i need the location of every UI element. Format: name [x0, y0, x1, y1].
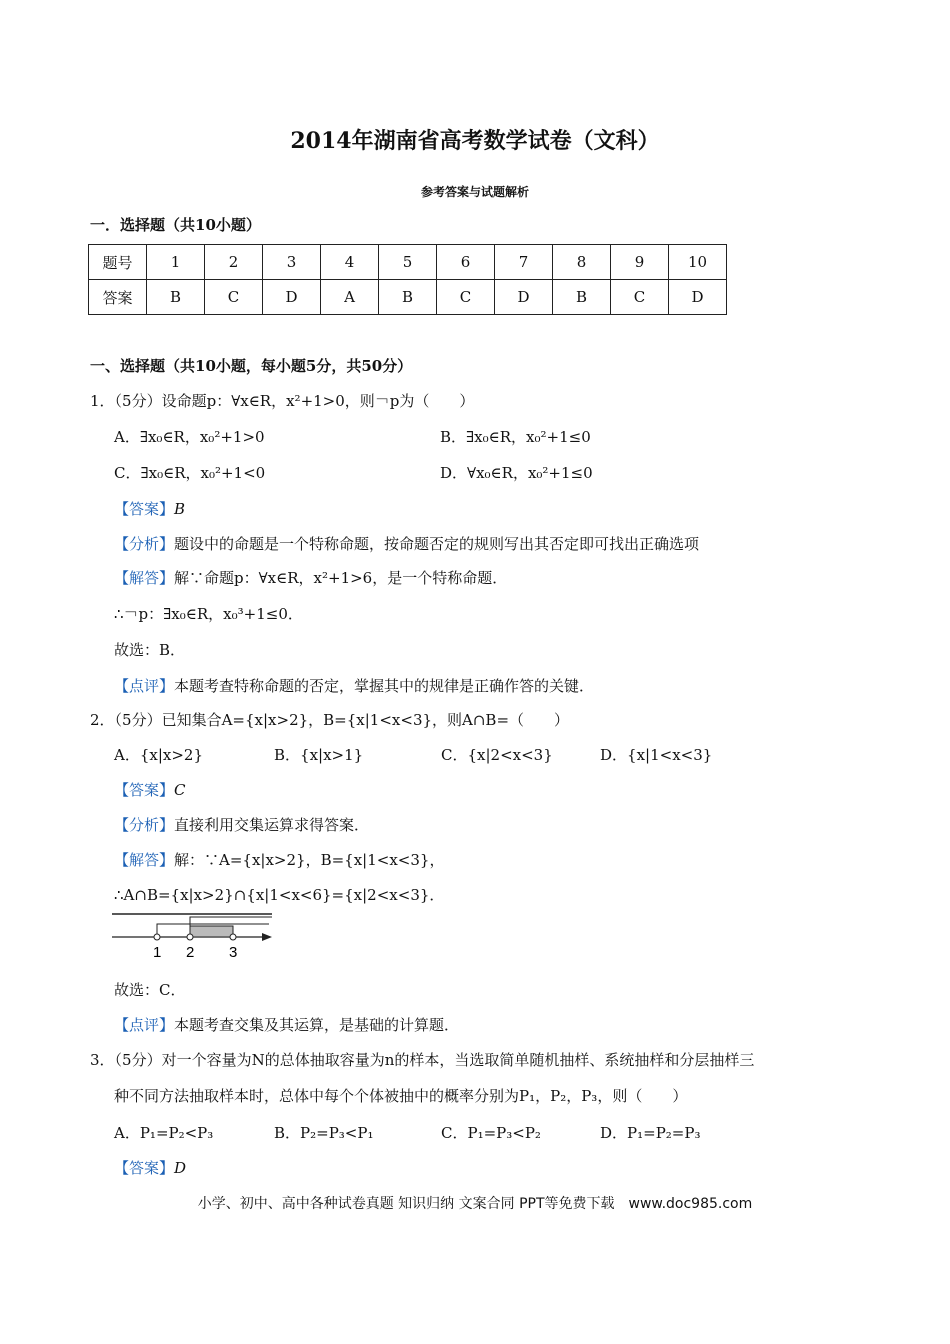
q3-option-c: C．P₁=P₃<P₂ — [441, 1124, 541, 1142]
table-cell: 6 — [437, 245, 495, 280]
comment-tag: 【点评】 — [114, 677, 175, 695]
table-cell: C — [611, 280, 669, 315]
q2-solution — [114, 849, 444, 870]
q3-answer — [114, 1157, 186, 1178]
table-cell: B — [379, 280, 437, 315]
q2-option-d: D．{x|1<x<3} — [600, 746, 713, 764]
page-subtitle: 参考答案与试题解析 — [420, 185, 529, 199]
q1-choose: 故选：B． — [114, 641, 186, 659]
axis-label-1: 1 — [153, 944, 162, 961]
solution-tag: 【解答】 — [114, 569, 175, 587]
q3-option-d: D．P₁=P₂=P₃ — [600, 1124, 701, 1142]
number-line-diagram — [112, 912, 277, 962]
table-cell: D — [495, 280, 553, 315]
q2-comment-text: 本题考查交集及其运算，是基础的计算题． — [174, 1016, 460, 1034]
table-cell: D — [263, 280, 321, 315]
q1-analysis-text: 题设中的命题是一个特称命题，按命题否定的规则写出其否定即可找出正确选项 — [174, 535, 700, 553]
table-cell: 1 — [147, 245, 205, 280]
q2-solution-line2: ∴A∩B={x|x>2}∩{x|1<x<6}={x|2<x<3}． — [114, 886, 445, 904]
q3-stem-line2: 种不同方法抽取样本时，总体中每个个体被抽中的概率分别为P₁，P₂，P₃，则（ ） — [114, 1087, 688, 1105]
q1-comment — [114, 675, 594, 696]
q1-answer — [114, 498, 185, 519]
table-cell: 3 — [263, 245, 321, 280]
q1-solution — [114, 567, 507, 588]
q2-option-b: B．{x|x>1} — [274, 746, 364, 764]
q2-choose: 故选：C． — [114, 981, 186, 999]
q2-answer — [114, 779, 186, 800]
table-cell: A — [321, 280, 379, 315]
q1-answer-value: B — [174, 500, 186, 518]
row-label: 答案 — [89, 280, 147, 315]
solution-tag: 【解答】 — [114, 851, 175, 869]
table-cell: B — [553, 280, 611, 315]
table-cell: C — [437, 280, 495, 315]
q1-option-c: C．∃x₀∈R，x₀²+1<0 — [114, 464, 266, 482]
table-cell: B — [147, 280, 205, 315]
section-heading: 一、选择题（共10小题，每小题5分，共50分） — [90, 357, 413, 375]
table-cell: C — [205, 280, 263, 315]
q1-option-b: B．∃x₀∈R，x₀²+1≤0 — [440, 428, 591, 446]
table-cell: 7 — [495, 245, 553, 280]
q1-solution-line2: ∴￢p：∃x₀∈R，x₀³+1≤0． — [114, 605, 303, 623]
page-footer: 小学、初中、高中各种试卷真题 知识归纳 文案合同 PPT等免费下载 www.doc985.com — [197, 1196, 753, 1212]
answer-tag: 【答案】 — [114, 781, 175, 799]
q2-option-a: A．{x|x>2} — [114, 746, 204, 764]
answer-tag: 【答案】 — [114, 1159, 175, 1177]
table-cell: 5 — [379, 245, 437, 280]
q1-option-a: A．∃x₀∈R，x₀²+1>0 — [114, 428, 265, 446]
axis-arrow-icon — [262, 933, 272, 941]
q1-comment-text: 本题考查特称命题的否定，掌握其中的规律是正确作答的关键． — [174, 677, 595, 695]
summary-heading: 一．选择题（共10小题） — [90, 216, 261, 234]
q3-option-b: B．P₂=P₃<P₁ — [274, 1124, 374, 1142]
row-label: 题号 — [89, 245, 147, 280]
comment-tag: 【点评】 — [114, 1016, 175, 1034]
page-title: 2014年湖南省高考数学试卷（文科） — [290, 128, 660, 154]
table-cell: D — [669, 280, 727, 315]
table-cell: 10 — [669, 245, 727, 280]
analysis-tag: 【分析】 — [114, 535, 175, 553]
q2-solution-text: 解：∵A={x|x>2}，B={x|1<x<3}， — [174, 851, 445, 869]
open-point-1 — [154, 934, 160, 940]
q2-comment — [114, 1014, 459, 1035]
q3-answer-value: D — [174, 1159, 187, 1177]
q3-option-a: A．P₁=P₂<P₃ — [114, 1124, 214, 1142]
answer-tag: 【答案】 — [114, 500, 175, 518]
q1-solution-text: 解∵命题p：∀x∈R，x²+1>6，是一个特称命题． — [174, 569, 508, 587]
open-point-3 — [230, 934, 236, 940]
q3-stem-line1: 3．（5分）对一个容量为N的总体抽取容量为n的样本，当选取简单随机抽样、系统抽样和分层抽样三 — [90, 1051, 755, 1069]
table-row — [89, 280, 727, 315]
axis-label-2: 2 — [186, 944, 195, 961]
q1-stem: 1．（5分）设命题p：∀x∈R，x²+1>0，则￢p为（ ） — [90, 392, 475, 410]
table-cell: 2 — [205, 245, 263, 280]
analysis-tag: 【分析】 — [114, 816, 175, 834]
q2-stem: 2．（5分）已知集合A={x|x>2}，B={x|1<x<3}，则A∩B=（ ） — [90, 711, 570, 729]
table-cell: 8 — [553, 245, 611, 280]
q2-option-c: C．{x|2<x<3} — [441, 746, 553, 764]
answer-summary-table — [88, 244, 727, 315]
table-row — [89, 245, 727, 280]
q2-answer-value: C — [174, 781, 186, 799]
table-cell: 9 — [611, 245, 669, 280]
intersection-shade — [190, 926, 233, 937]
table-cell: 4 — [321, 245, 379, 280]
axis-label-3: 3 — [229, 944, 238, 961]
q1-analysis — [114, 533, 699, 554]
q1-option-d: D．∀x₀∈R，x₀²+1≤0 — [440, 464, 593, 482]
open-point-2 — [187, 934, 193, 940]
q2-analysis-text: 直接利用交集运算求得答案． — [174, 816, 370, 834]
q2-analysis — [114, 814, 369, 835]
